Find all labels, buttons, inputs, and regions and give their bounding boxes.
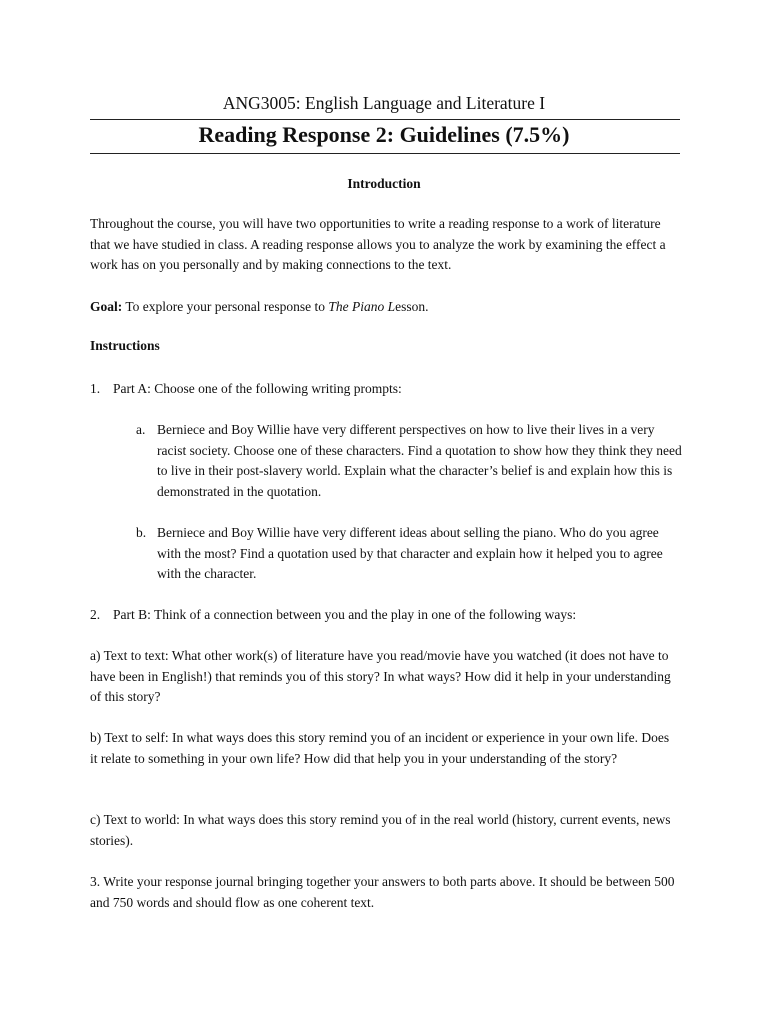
prompt-b-marker: b. [136, 525, 147, 540]
part-b-option-text-to-world: c) Text to world: In what ways does this story remind you of in the real world (history, current events, news stories). [90, 812, 671, 848]
part-b-text: Part B: Think of a connection between you and the play in one of the following ways: [113, 607, 577, 622]
part-b-option-text-to-text: a) Text to text: What other work(s) of literature have you read/movie have you watched (it does not have to have been in English!) that reminds you of this story? In what ways? How did it help in your understanding of this story? [90, 648, 671, 705]
goal-paragraph [90, 297, 690, 318]
prompt-b-text: Berniece and Boy Willie have very different ideas about selling the piano. Who do you agree with the most? Find a quotation used by that character and explain how it helped you to agree with the character. [157, 525, 663, 582]
document-title: Reading Response 2: Guidelines (7.5%) [198, 122, 570, 147]
part-b-option-text-to-self: b) Text to self: In what ways does this story remind you of an incident or experience in your own life. Does it relate to something in your own life? How did that help you in your understanding of the story? [90, 730, 670, 766]
introduction-paragraph: Throughout the course, you will have two opportunities to write a reading response to a work of literature that we have studied in class. A reading response allows you to analyze the work by examining the effect a work has on you personally and by making connections to the text. [90, 216, 666, 273]
prompt-a-marker: a. [136, 422, 146, 437]
goal-play-title: The Piano L [328, 299, 396, 314]
step-3-paragraph: 3. Write your response journal bringing together your answers to both parts above. It should be between 500 and 750 words and should flow as one coherent text. [90, 874, 675, 910]
instructions-heading: Instructions [90, 338, 160, 353]
title-rule-bottom [90, 153, 680, 154]
title-rule-top [90, 119, 680, 120]
part-a-text: Part A: Choose one of the following writing prompts: [113, 381, 402, 396]
goal-text-after: esson. [395, 299, 429, 314]
goal-label: Goal: [90, 299, 123, 314]
part-b-number: 2. [90, 607, 101, 622]
introduction-heading: Introduction [347, 176, 421, 191]
goal-text-before: To explore your personal response to [122, 299, 329, 314]
prompt-a-text: Berniece and Boy Willie have very different perspectives on how to live their lives in a very racist society. Choose one of these characters. Find a quotation to show how they think they need to live in their post-slavery world. Explain what the character’s belief is and explain how this is demonstrated in the quotation. [157, 422, 682, 499]
course-title: ANG3005: English Language and Literature I [222, 93, 546, 113]
part-a-number: 1. [90, 381, 101, 396]
